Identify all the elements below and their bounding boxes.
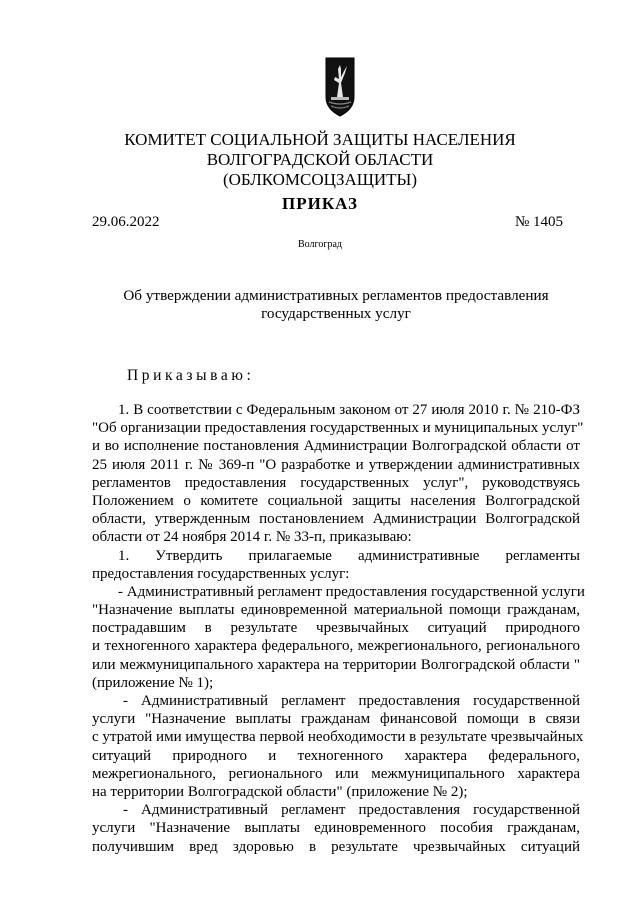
- body-line: и техногенного характера федерального, межрегионального, регионального: [92, 638, 580, 655]
- body-line: - Административный регламент предоставления государственной услуги: [118, 583, 585, 600]
- document-date: 29.06.2022: [92, 214, 160, 230]
- body-line: получившим вред здоровью в результате чрезвычайных ситуаций: [92, 838, 580, 855]
- body-line: услуги "Назначение выплаты гражданам финансовой помощи в связи: [92, 711, 580, 728]
- body-line: 1. Утвердить прилагаемые административные регламенты: [118, 547, 580, 564]
- organization-name-line-1: КОМИТЕТ СОЦИАЛЬНОЙ ЗАЩИТЫ НАСЕЛЕНИЯ: [124, 130, 516, 149]
- coat-of-arms-icon: [325, 57, 355, 117]
- order-word: Приказываю:: [127, 367, 255, 384]
- body-line: межрегионального, регионального или межмуниципального характера: [92, 765, 580, 782]
- body-line: 1. В соответствии с Федеральным законом от 27 июля 2010 г. № 210-ФЗ: [118, 402, 580, 418]
- organization-abbreviation: (ОБЛКОМСОЦЗАЩИТЫ): [222, 170, 418, 189]
- body-line: регламентов предоставления государственных услуг", руководствуясь: [92, 474, 580, 491]
- document-subject: [92, 287, 580, 323]
- body-line: или межмуниципального характера на территории Волгоградской области ": [92, 656, 580, 673]
- body-line: "Назначение выплаты единовременной материальной помощи гражданам,: [92, 602, 580, 619]
- body-line: ситуаций природного и техногенного характера федерального,: [92, 747, 580, 764]
- body-line: "Об организации предоставления государственных и муниципальных услуг": [92, 420, 584, 437]
- body-line: и во исполнение постановления Администрации Волгоградской области от: [92, 438, 580, 455]
- body-line: на территории Волгоградской области" (приложение № 2);: [92, 783, 468, 800]
- body-line: предоставления государственных услуг:: [92, 565, 350, 582]
- document-type: ПРИКАЗ: [282, 194, 358, 213]
- document-city: Волгоград: [297, 239, 342, 250]
- body-line: (приложение № 1);: [92, 674, 214, 691]
- body-line: области от 24 ноября 2014 г. № 33-п, приказываю:: [92, 529, 412, 546]
- body-line: 25 июля 2011 г. № 369-п "О разработке и утверждении административных: [92, 456, 580, 473]
- body-line: пострадавшим в результате чрезвычайных ситуаций природного: [92, 620, 580, 637]
- subject-line: Об утверждении административных регламентов предоставления: [123, 287, 549, 304]
- body-line: услуги "Назначение выплаты единовременного пособия гражданам,: [92, 820, 580, 837]
- document-number: № 1405: [514, 214, 563, 230]
- body-line: - Административный регламент предоставления государственной: [123, 802, 580, 819]
- body-line: с утратой ими имущества первой необходимости в результате чрезвычайных: [92, 729, 584, 746]
- document-body: [92, 401, 585, 856]
- organization-name-line-2: ВОЛГОГРАДСКОЙ ОБЛАСТИ: [206, 150, 434, 169]
- body-line: - Административный регламент предоставления государственной: [123, 693, 580, 709]
- body-line: области, утвержденным постановлением Администрации Волгоградской: [92, 511, 580, 528]
- body-line: Положением о комитете социальной защиты населения Волгоградской: [92, 492, 580, 509]
- subject-line: государственных услуг: [261, 305, 411, 322]
